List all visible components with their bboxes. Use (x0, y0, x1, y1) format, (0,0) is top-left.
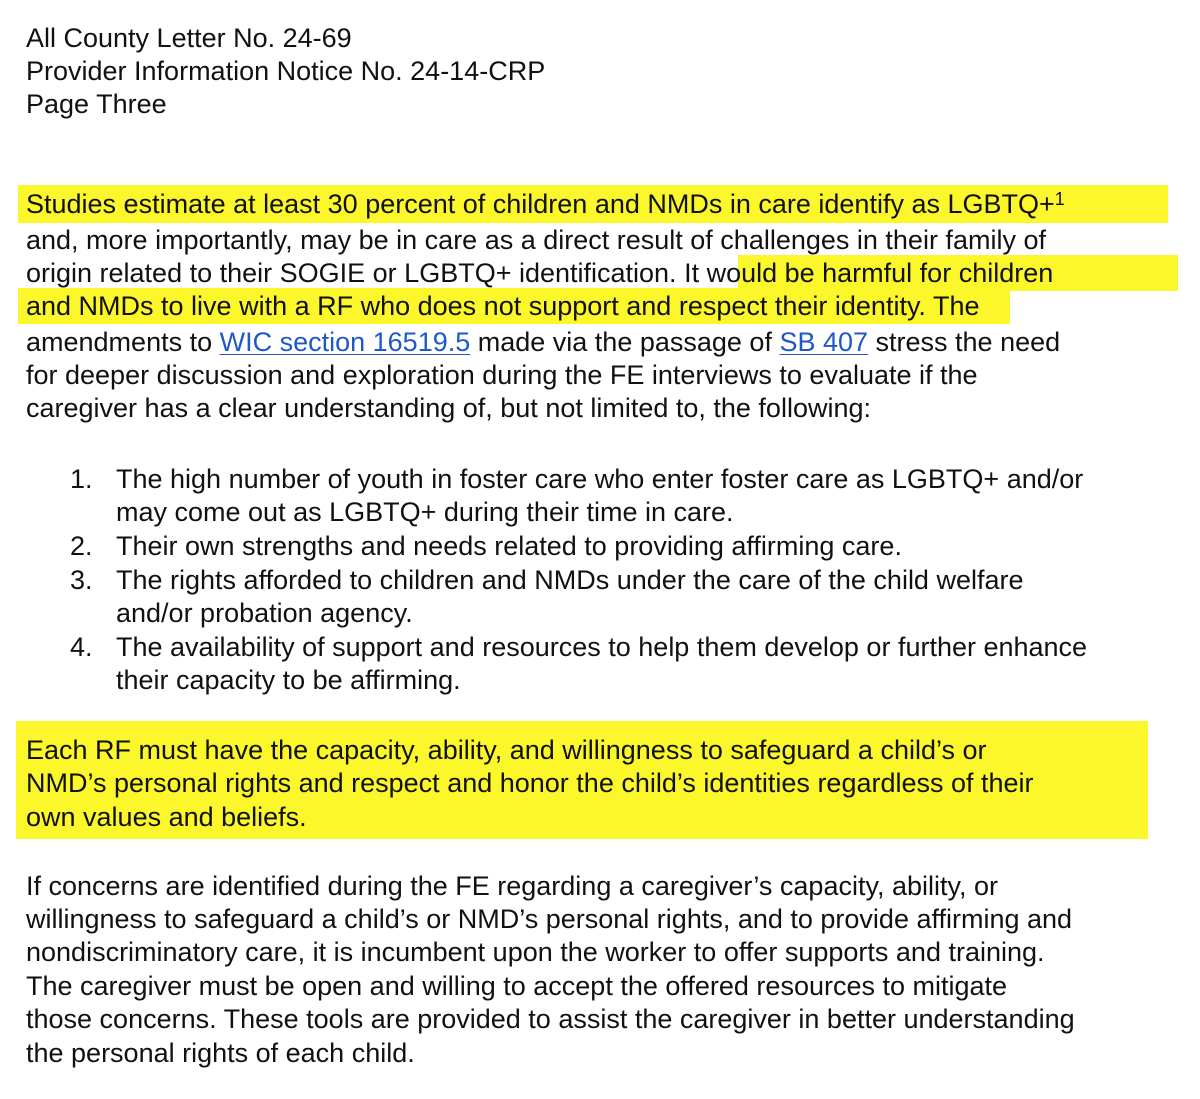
para1-line5: amendments to WIC section 16519.5 made via the passage of SB 407 stress the need (26, 327, 1061, 357)
list-text-line: and/or probation agency. (116, 598, 413, 628)
list-number: 1. (70, 464, 93, 494)
list-number: 2. (70, 531, 93, 561)
para3-line2: willingness to safeguard a child’s or NMD’s personal rights, and to provide affirming and (26, 904, 1073, 934)
notice-number: Provider Information Notice No. 24-14-CRP (26, 56, 546, 86)
para1-line6: for deeper discussion and exploration during the FE interviews to evaluate if the (26, 360, 978, 390)
para1-line2: and, more importantly, may be in care as a direct result of challenges in their family of (26, 225, 1046, 255)
footnote-ref: 1 (1054, 189, 1065, 209)
para2-line2: NMD’s personal rights and respect and honor the child’s identities regardless of their (26, 768, 1034, 798)
para3-line3: nondiscriminatory care, it is incumbent upon the worker to offer supports and training. (26, 937, 1045, 967)
para2-line3: own values and beliefs. (26, 802, 307, 832)
para1-line1: Studies estimate at least 30 percent of children and NMDs in care identify as LGBTQ+$^1$ (18, 188, 1079, 221)
letter-number: All County Letter No. 24-69 (26, 23, 352, 53)
para1-line3: origin related to their SOGIE or LGBTQ+ identification. It would be harmful for children (26, 257, 1053, 290)
para3-line4: The caregiver must be open and willing to accept the offered resources to mitigate (26, 971, 1008, 1001)
page-label: Page Three (26, 89, 167, 119)
para3-line6: the personal rights of each child. (26, 1038, 415, 1068)
wic-section-link[interactable]: WIC section 16519.5 (219, 327, 471, 357)
list-text-line: The high number of youth in foster care who enter foster care as LGBTQ+ and/or (116, 464, 1084, 494)
list-text-line: Their own strengths and needs related to providing affirming care. (116, 531, 902, 561)
list-number: 3. (70, 565, 93, 595)
list-number: 4. (70, 632, 93, 662)
list-text-line: may come out as LGBTQ+ during their time in care. (116, 497, 734, 527)
sb-407-link[interactable]: SB 407 (779, 327, 869, 357)
para3-line5: those concerns. These tools are provided to assist the caregiver in better understanding (26, 1004, 1075, 1034)
para1-line4: and NMDs to live with a RF who does not support and respect their identity. The (26, 290, 980, 323)
list-text-line: their capacity to be affirming. (116, 665, 461, 695)
para2-line1: Each RF must have the capacity, ability, and willingness to safeguard a child’s or (26, 735, 987, 765)
para3-line1: If concerns are identified during the FE regarding a caregiver’s capacity, ability, or (26, 871, 998, 901)
list-text-line: The rights afforded to children and NMDs under the care of the child welfare (116, 565, 1024, 595)
list-text-line: The availability of support and resources to help them develop or further enhance (116, 632, 1088, 662)
para1-line7: caregiver has a clear understanding of, but not limited to, the following: (26, 393, 871, 423)
